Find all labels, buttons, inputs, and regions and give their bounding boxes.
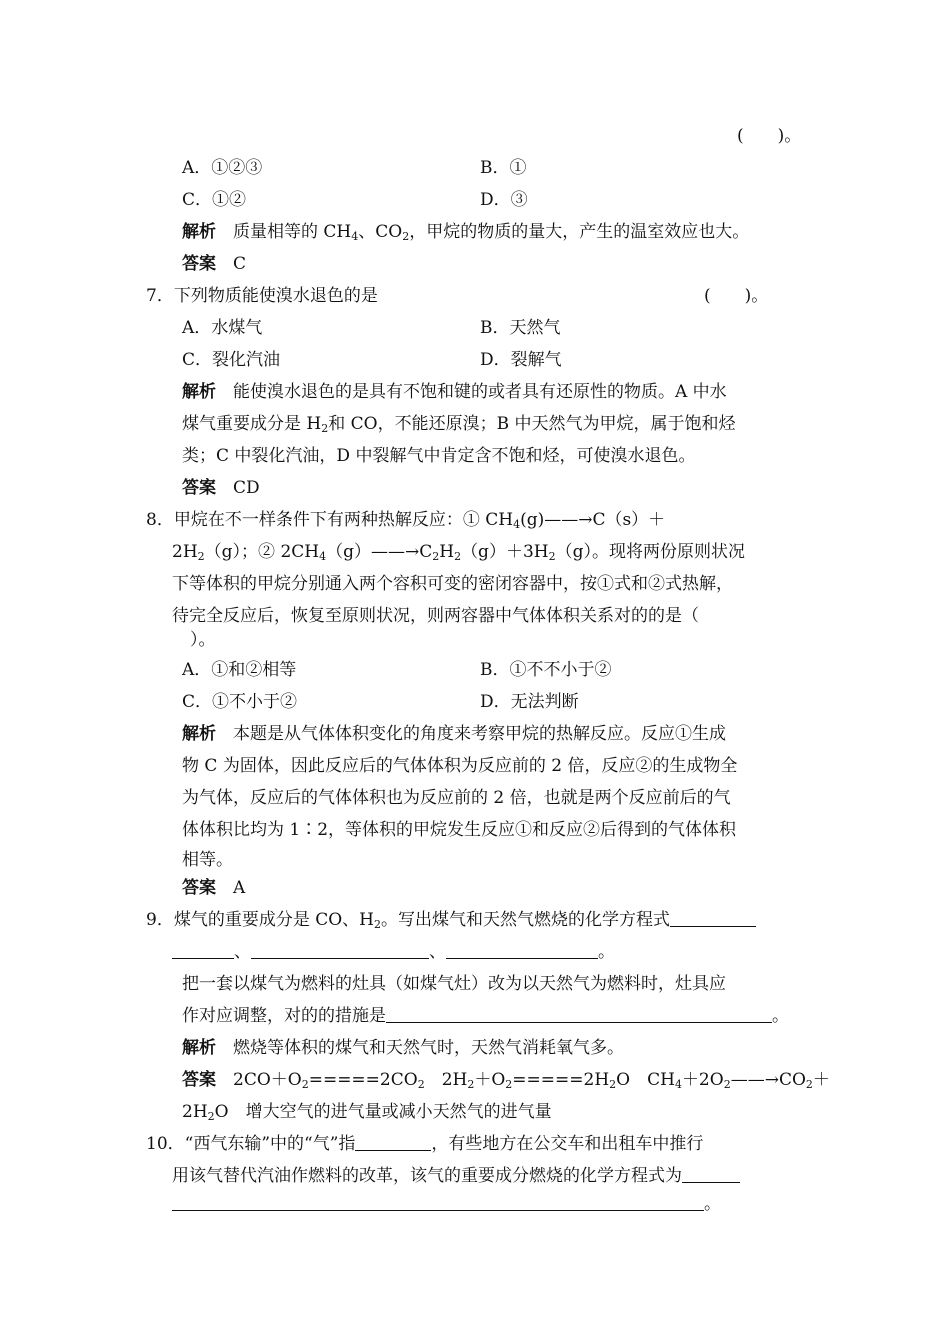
subscript: 4: [513, 518, 521, 531]
subscript: 4: [351, 230, 359, 243]
q9-answer-line-1: [182, 1069, 830, 1096]
subscript: 2: [467, 1078, 475, 1091]
q9-analysis: [182, 1037, 624, 1059]
q8-analysis-line-3: 为气体，反应后的气体体积也为反应前的 2 倍，也就是两个反应前后的气: [182, 788, 731, 808]
analysis-text: 燃烧等体积的煤气和天然气时，天然气消耗氧气多。: [233, 1038, 624, 1058]
subscript: 2: [723, 1078, 731, 1091]
subscript: 2: [505, 1078, 513, 1091]
q6-answer: [182, 253, 246, 275]
equation-text: 2CO＋O: [233, 1070, 302, 1090]
q8-answer: [182, 877, 245, 899]
q6-analysis: [182, 221, 749, 248]
q8-option-a: A．①和②相等: [182, 660, 297, 680]
separator: 、: [429, 942, 446, 962]
analysis-text: 本题是从气体体积变化的角度来考察甲烷的热解反应。反应①生成: [233, 724, 726, 744]
q8-stem-line-4: 待完全反应后，恢复至原则状况，则两容器中气体体积关系对的的是（: [172, 606, 699, 626]
equation-text: ——→CO: [730, 1070, 806, 1090]
analysis-text: ，甲烷的物质的量大，产生的温室效应也大。: [409, 222, 750, 242]
subscript: 2: [321, 422, 329, 435]
stem-text: 用该气替代汽油作燃料的改革，该气的重要成分燃烧的化学方程式为: [172, 1166, 682, 1186]
q8-option-b: B．①不不小于②: [480, 660, 612, 680]
q6-option-b: B．①: [480, 158, 527, 178]
stem-text: 作对应调整，对的的措施是: [182, 1006, 386, 1026]
q9-stem-line-1: [146, 909, 756, 936]
q7-analysis-line-1: [182, 381, 727, 403]
stem-text: (g)——→C（s）＋: [520, 510, 666, 530]
subscript: 2: [402, 230, 410, 243]
q9-stem-line-2: [172, 941, 615, 963]
stem-text: （g）——→C: [326, 542, 433, 562]
q8-option-d: D．无法判断: [480, 692, 579, 712]
equation-text: 2H: [182, 1102, 208, 1122]
q6-option-d: D．③: [480, 190, 528, 210]
analysis-label: 解析: [182, 724, 216, 744]
stem-text: 10．“西气东输”中的“气”指: [146, 1134, 356, 1154]
q9-answer-line-2: [182, 1101, 552, 1128]
q7-option-d: D．裂解气: [480, 350, 562, 370]
equation-text: =====2CO: [308, 1070, 418, 1090]
separator: 、: [234, 942, 251, 962]
q9-stem-line-4: [182, 1005, 789, 1027]
answer-label: 答案: [182, 878, 216, 898]
q8-option-c: C．①不小于②: [182, 692, 298, 712]
subscript: 2: [454, 550, 462, 563]
q9-stem-line-3: 把一套以煤气为燃料的灶具（如煤气灶）改为以天然气为燃料时，灶具应: [182, 974, 726, 994]
equation-text: 2H: [441, 1070, 468, 1090]
answer-blank[interactable]: [251, 943, 429, 959]
answer-label: 答案: [182, 1070, 216, 1090]
subscript: 2: [609, 1078, 617, 1091]
punctuation: 。: [704, 1194, 721, 1214]
answer-label: 答案: [182, 254, 216, 274]
analysis-text: 、CO: [358, 222, 403, 242]
q10-stem-line-2: [172, 1165, 740, 1187]
q8-analysis-line-4: 体体积比均为 1∶2，等体积的甲烷发生反应①和反应②后得到的气体体积: [182, 820, 737, 840]
equation-text: O: [616, 1070, 631, 1090]
q7-answer-bracket: ( )。: [704, 286, 769, 306]
punctuation: 。: [772, 1006, 789, 1026]
stem-text: H: [439, 542, 455, 562]
stem-text: （g）。现将两份原则状况: [555, 542, 745, 562]
q6-option-a: A．①②③: [182, 158, 263, 178]
answer-blank[interactable]: [355, 1135, 431, 1151]
q6-answer-bracket: ( )。: [737, 126, 802, 146]
equation-text: =====2H: [512, 1070, 610, 1090]
stem-text: （g）；② 2CH: [204, 542, 320, 562]
q8-stem-line-1: [146, 509, 665, 536]
subscript: 2: [197, 550, 205, 563]
punctuation: 。: [598, 942, 615, 962]
q7-option-a: A．水煤气: [182, 318, 263, 338]
answer-label: 答案: [182, 478, 216, 498]
equation-text: O: [214, 1102, 229, 1122]
answer-blank[interactable]: [386, 1007, 772, 1023]
subscript: 2: [805, 1078, 813, 1091]
q7-answer: [182, 477, 260, 499]
equation-text: ＋: [812, 1070, 830, 1090]
q7-option-b: B．天然气: [480, 318, 561, 338]
stem-text: 。写出煤气和天然气燃烧的化学方程式: [381, 910, 670, 930]
subscript: 2: [207, 1110, 215, 1123]
answer-value: CD: [233, 478, 260, 498]
analysis-label: 解析: [182, 222, 216, 242]
stem-text: 8．甲烷在不一样条件下有两种热解反应：① CH: [146, 510, 514, 530]
analysis-text: 能使溴水退色的是具有不饱和键的或者具有还原性的物质。A 中水: [233, 382, 727, 402]
analysis-label: 解析: [182, 382, 216, 402]
subscript: 2: [374, 918, 381, 931]
stem-text: 2H: [172, 542, 198, 562]
analysis-text: 质量相等的 CH: [233, 222, 352, 242]
answer-blank[interactable]: [446, 943, 598, 959]
q7-analysis-line-2: [182, 413, 735, 440]
stem-text: ，有些地方在公交车和出租车中推行: [431, 1134, 704, 1154]
subscript: 2: [301, 1078, 309, 1091]
stem-text: 9．煤气的重要成分是 CO、H: [146, 910, 374, 930]
equation-text: ＋O: [474, 1070, 506, 1090]
q7-option-c: C．裂化汽油: [182, 350, 281, 370]
q6-option-c: C．①②: [182, 190, 247, 210]
equation-text: CH: [647, 1070, 675, 1090]
q8-stem-line-2: [172, 541, 745, 568]
answer-blank[interactable]: [172, 943, 234, 959]
answer-value: C: [233, 254, 247, 274]
q8-stem-line-3: 下等体积的甲烷分别通入两个容积可变的密闭容器中，按①式和②式热解，: [172, 574, 733, 594]
answer-blank[interactable]: [172, 1195, 704, 1211]
q7-analysis-line-3: 类；C 中裂化汽油，D 中裂解气中肯定含不饱和烃，可使溴水退色。: [182, 446, 696, 466]
q8-stem-line-5: ）。: [190, 630, 216, 650]
q8-analysis-line-1: [182, 723, 726, 745]
q8-analysis-line-5: 相等。: [182, 850, 233, 870]
q8-analysis-line-2: 物 C 为固体，因此反应后的气体体积为反应前的 2 倍，反应②的生成物全: [182, 756, 738, 776]
answer-text: 增大空气的进气量或减小天然气的进气量: [245, 1102, 552, 1122]
answer-blank[interactable]: [682, 1167, 740, 1183]
q7-stem: 7．下列物质能使溴水退色的是: [146, 286, 378, 306]
subscript: 2: [548, 550, 556, 563]
subscript: 2: [432, 550, 440, 563]
q10-stem-line-1: [146, 1133, 703, 1155]
equation-text: ＋2O: [681, 1070, 724, 1090]
analysis-label: 解析: [182, 1038, 216, 1058]
q10-stem-line-3: [172, 1193, 721, 1215]
analysis-text: 和 CO，不能还原溴；B 中天然气为甲烷，属于饱和烃: [328, 414, 736, 434]
answer-value: A: [233, 878, 246, 898]
analysis-text: 煤气重要成分是 H: [182, 414, 322, 434]
subscript: 2: [417, 1078, 425, 1091]
subscript: 4: [674, 1078, 682, 1091]
subscript: 4: [319, 550, 327, 563]
answer-blank[interactable]: [670, 911, 756, 927]
stem-text: （g）＋3H: [461, 542, 549, 562]
